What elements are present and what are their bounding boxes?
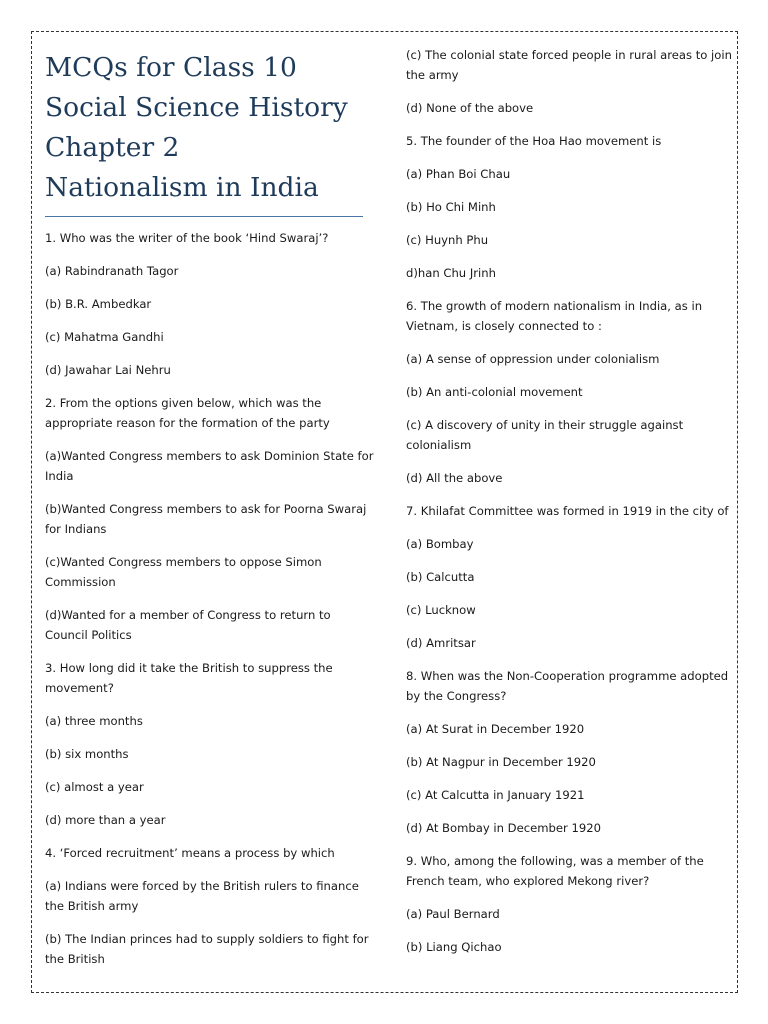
paragraph-line: (b) Ho Chi Minh [406,200,496,214]
paragraph-line: (c) A discovery of unity in their struggle against [406,418,684,432]
paragraph-line: (a)Wanted Congress members to ask Dominion State for [45,449,374,463]
paragraph-line: (a) Rabindranath Tagor [45,264,179,278]
paragraph-line-cont: colonialism [406,438,472,452]
paragraph-line: (d) more than a year [45,813,166,827]
paragraph-line: (d) Jawahar Lai Nehru [45,363,171,377]
paragraph-line: 4. ‘Forced recruitment’ means a process by which [45,846,335,860]
paragraph-line-cont: India [45,469,74,483]
paragraph-line: (a) three months [45,714,143,728]
paragraph-line: (d)Wanted for a member of Congress to return to [45,608,331,622]
paragraph-line: (a) Indians were forced by the British rulers to finance [45,879,359,893]
paragraph-line: 8. When was the Non-Cooperation programme adopted [406,669,729,683]
paragraph-line: (a) Paul Bernard [406,907,500,921]
paragraph-line-cont: movement? [45,681,114,695]
paragraph-line: (d) None of the above [406,101,534,115]
paragraph-line: 9. Who, among the following, was a member of the [406,854,704,868]
paragraph-line: (d) Amritsar [406,636,476,650]
title-line: Nationalism in India [45,172,319,203]
paragraph-line: 5. The founder of the Hoa Hao movement is [406,134,662,148]
paragraph-line-cont: the British [45,952,105,966]
paragraph-line: (b) At Nagpur in December 1920 [406,755,596,769]
paragraph-line: (a) Bombay [406,537,474,551]
paragraph-line: 6. The growth of modern nationalism in India, as in [406,299,703,313]
paragraph-line: (a) A sense of oppression under colonialism [406,352,660,366]
paragraph-line: (c)Wanted Congress members to oppose Simon [45,555,322,569]
paragraph-line: (d) All the above [406,471,503,485]
paragraph-line-cont: by the Congress? [406,689,507,703]
paragraph-line-cont: French team, who explored Mekong river? [406,874,650,888]
paragraph-line: (b) six months [45,747,129,761]
paragraph-line: (c) At Calcutta in January 1921 [406,788,585,802]
paragraph-line: (c) almost a year [45,780,144,794]
paragraph-line-cont: for Indians [45,522,107,536]
paragraph-line: 2. From the options given below, which was the [45,396,322,410]
paragraph-line: (d) At Bombay in December 1920 [406,821,601,835]
paragraph-line: (a) Phan Boi Chau [406,167,511,181]
paragraph-line-cont: Commission [45,575,116,589]
paragraph-line: (b) Calcutta [406,570,475,584]
paragraph-line: (c) Mahatma Gandhi [45,330,164,344]
paragraph-line: (b) An anti-colonial movement [406,385,583,399]
paragraph-line-cont: Council Politics [45,628,132,642]
paragraph-line: 3. How long did it take the British to suppress the [45,661,333,675]
paragraph-line-cont: Vietnam, is closely connected to : [406,319,602,333]
title-line: Social Science History [45,92,348,123]
paragraph-line: (b) B.R. Ambedkar [45,297,152,311]
paragraph-line: (b) Liang Qichao [406,940,502,954]
paragraph-line-cont: the army [406,68,459,82]
paragraph-line: d)han Chu Jrinh [406,266,496,280]
paragraph-line: (b) The Indian princes had to supply soldiers to fight for [45,932,369,946]
paragraph-line-cont: the British army [45,899,139,913]
title-line: Chapter 2 [45,132,180,163]
paragraph-line: 1. Who was the writer of the book ‘Hind Swaraj’? [45,231,329,245]
paragraph-line-cont: appropriate reason for the formation of the party [45,416,330,430]
page-title [45,48,363,217]
paragraph-line: (c) The colonial state forced people in rural areas to join [406,48,732,62]
paragraph-line: (a) At Surat in December 1920 [406,722,585,736]
title-line: MCQs for Class 10 [45,52,297,83]
paragraph-line: (c) Lucknow [406,603,476,617]
paragraph-line: (b)Wanted Congress members to ask for Poorna Swaraj [45,502,367,516]
paragraph-line: 7. Khilafat Committee was formed in 1919 in the city of [406,504,729,518]
paragraph-line: (c) Huynh Phu [406,233,489,247]
